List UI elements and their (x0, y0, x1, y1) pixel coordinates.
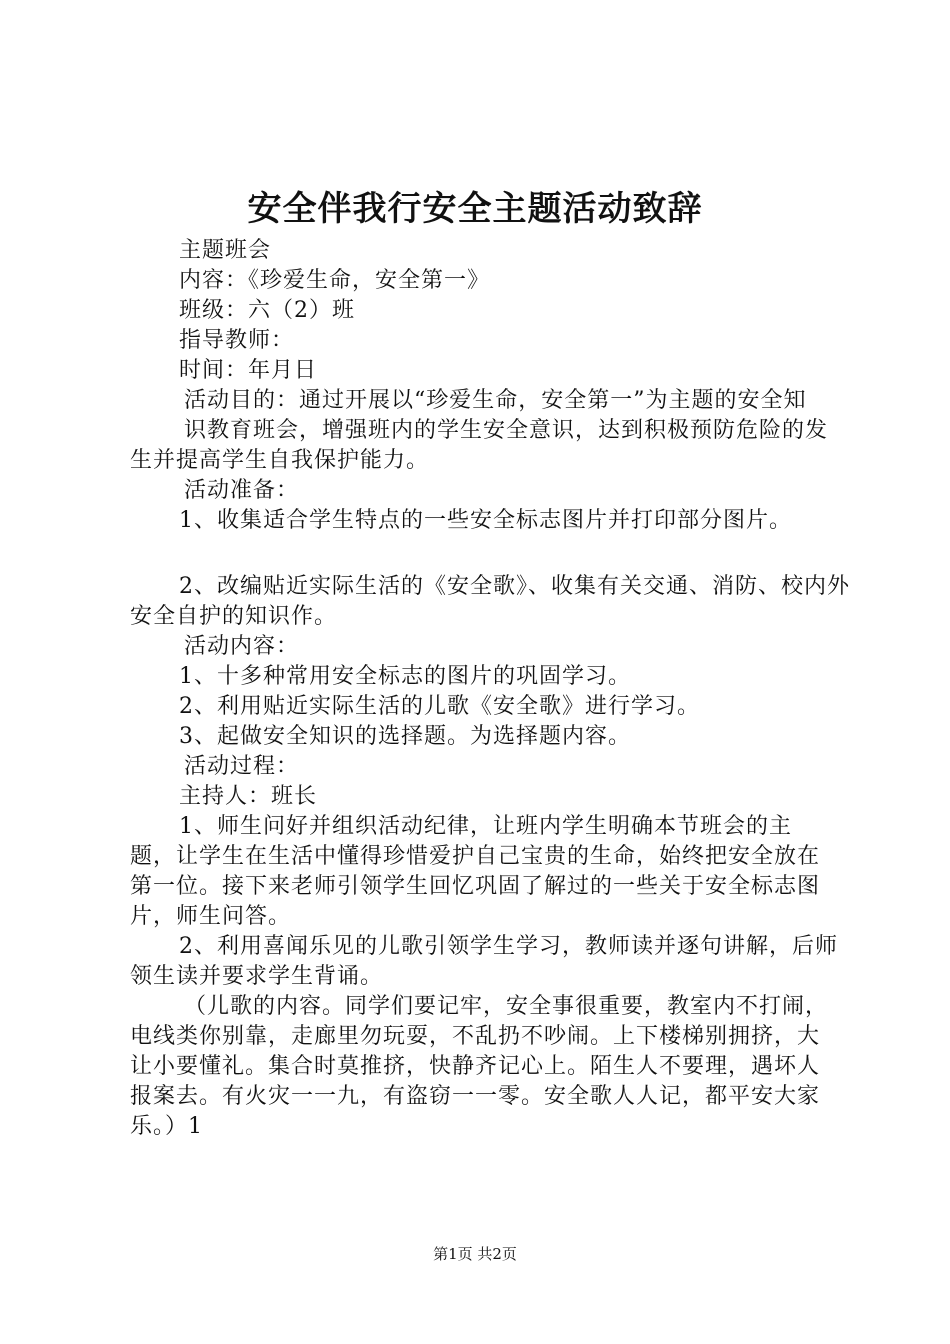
paragraph: 班级：六（2）班 (179, 298, 355, 323)
paragraph: 识教育班会，增强班内的学生安全意识，达到积极预防危险的发生并提高学生自我保护能力。 (130, 418, 829, 473)
document-title: 安全伴我行安全主题活动致辞 (247, 189, 703, 229)
paragraph: 1、十多种常用安全标志的图片的巩固学习。 (179, 664, 631, 689)
paragraph: 内容：《珍爱生命，安全第一》 (179, 268, 491, 293)
paragraph: 活动目的：通过开展以“珍爱生命，安全第一”为主题的安全知 (184, 388, 807, 413)
paragraph: 指导教师： (179, 328, 295, 353)
paragraph: 3、起做安全知识的选择题。为选择题内容。 (179, 724, 631, 749)
paragraph: 主题班会 (179, 238, 272, 263)
paragraph: 1、师生问好并组织活动纪律，让班内学生明确本节班会的主题，让学生在生活中懂得珍惜爱护自己宝贵的生命，始终把安全放在第一位。接下来老师引领学生回忆巩固了解过的一些关于安全标志图片，师生问答。 (130, 814, 821, 929)
paragraph: 活动准备： (184, 478, 300, 503)
paragraph: 2、改编贴近实际生活的《安全歌》、收集有关交通、消防、校内外安全自护的知识作。 (130, 574, 850, 629)
paragraph: 活动过程： (184, 754, 300, 779)
paragraph: （儿歌的内容。同学们要记牢，安全事很重要，教室内不打闹，电线类你别靠，走廊里勿玩耍，不乱扔不吵闹。上下楼梯别拥挤，大让小要懂礼。集合时莫推挤，快静齐记心上。陌生人不要理，遇坏人报案去。有火灾一一九，有盗窃一一零。安全歌人人记，都平安大家乐。）1 (130, 994, 829, 1139)
document-body (130, 236, 850, 1142)
paragraph: 1、收集适合学生特点的一些安全标志图片并打印部分图片。 (179, 508, 792, 533)
paragraph: 2、利用贴近实际生活的儿歌《安全歌》进行学习。 (179, 694, 700, 719)
page-footer: 第1页 共2页 (433, 1245, 517, 1263)
paragraph: 主持人：班长 (179, 784, 318, 809)
paragraph: 活动内容： (184, 634, 300, 659)
paragraph: 2、利用喜闻乐见的儿歌引领学生学习，教师读并逐句讲解，后师领生读并要求学生背诵。 (130, 934, 838, 989)
paragraph: 时间：年月日 (179, 358, 318, 383)
